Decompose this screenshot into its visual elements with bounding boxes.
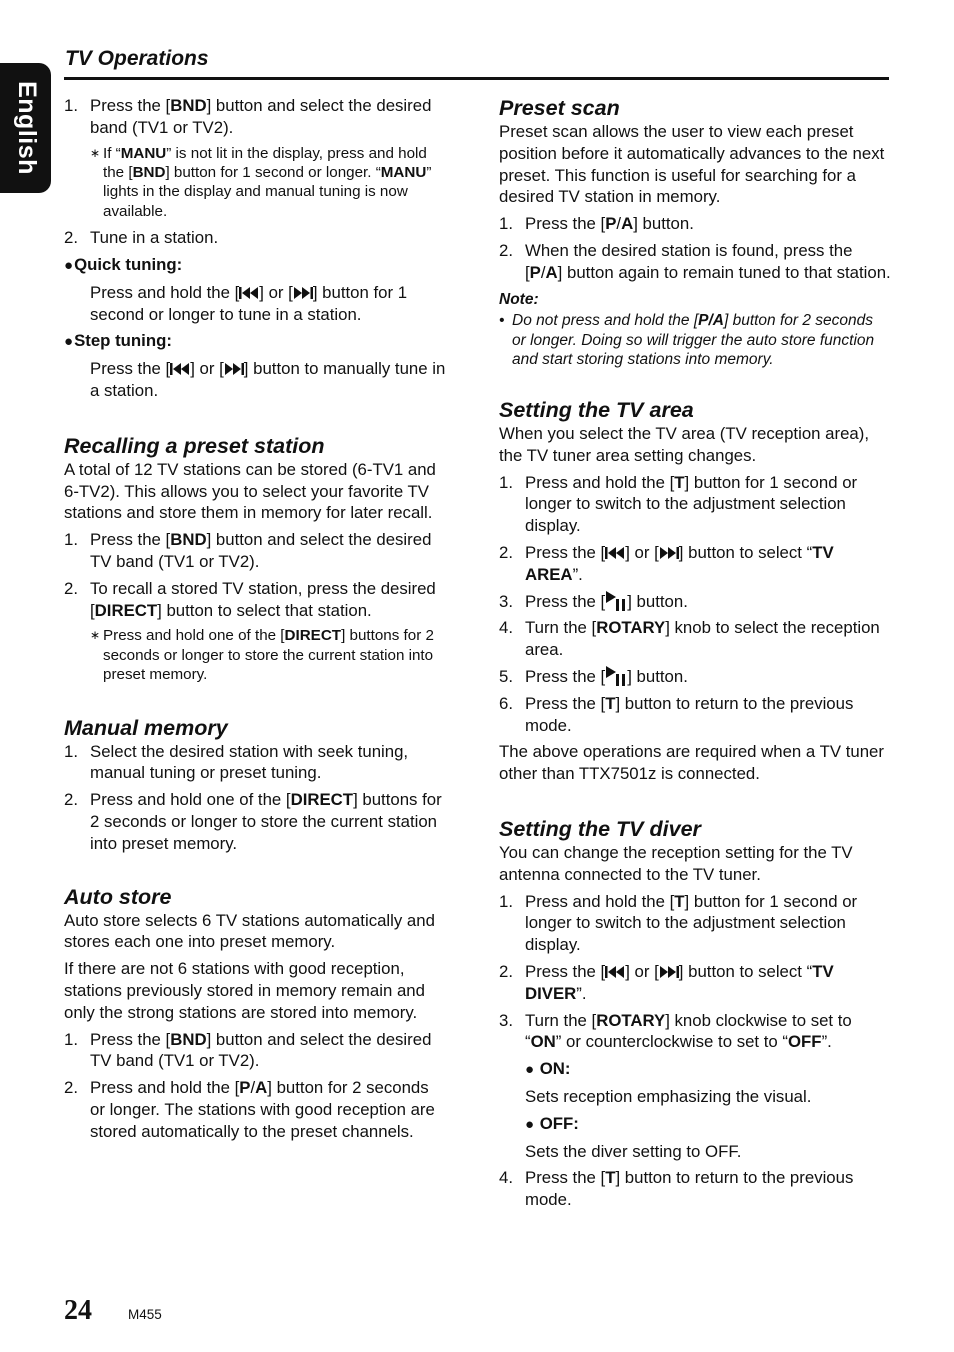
off-option-heading: ● OFF: — [525, 1113, 579, 1133]
step-tuning-heading: ●Step tuning: — [64, 331, 172, 351]
tv-area-heading: Setting the TV area — [499, 397, 694, 422]
skip-forward-icon — [293, 286, 313, 300]
tv-area-footnote: The above operations are required when a TV tuner other than TTX7501z is connected. — [499, 742, 884, 784]
off-option-desc: Sets the diver setting to OFF. — [525, 1141, 742, 1161]
preset-scan-intro: Preset scan allows the user to view each preset position before it automatically advances to the next preset. This function is useful for searching for a desired TV station in memory. — [499, 122, 885, 207]
preset-note: • Do not press and hold the [P/A] button for 2 seconds or longer. Doing so will trigger the auto store function and start storing stations into memory. — [499, 312, 875, 368]
recall-note: ∗ Press and hold one of the [DIRECT] buttons for 2 seconds or longer to store the current station into preset memory. — [90, 627, 434, 684]
recall-intro: A total of 12 TV stations can be stored (6-TV1 and 6-TV2). This allows you to select your favorite TV stations and store them in memory for later recall. — [64, 459, 436, 523]
step-tuning-text: Press the [ ] or [ ] button to manually tune in a station. — [90, 359, 446, 400]
skip-back-icon — [605, 546, 625, 560]
intro-step-1: 1. Press the [BND] button and select the desired band (TV1 or TV2). — [64, 96, 432, 137]
skip-forward-icon — [659, 965, 679, 979]
on-option-desc: Sets reception emphasizing the visual. — [525, 1086, 812, 1106]
right-column — [499, 95, 891, 1216]
area-step-3: 3. Press the [ ] button. — [499, 591, 688, 611]
intro-step-2: 2. Tune in a station. — [64, 228, 219, 248]
preset-scan-heading: Preset scan — [499, 96, 620, 120]
play-pause-icon — [605, 666, 627, 686]
preset-step-2: 2. When the desired station is found, press the [P/A] button again to remain tuned to that station. — [499, 240, 891, 282]
quick-tuning-text: Press and hold the [ ] or [ ] button for 1 second or longer to tune in a station. — [90, 282, 408, 324]
auto-step-2: 2. Press and hold the [P/A] button for 2 seconds or longer. The stations with good reception are stored automatically to the preset channels. — [64, 1078, 435, 1141]
tv-area-intro: When you select the TV area (TV reception area), the TV tuner area setting changes. — [499, 423, 869, 465]
recall-step-2: 2. To recall a stored TV station, press the desired [DIRECT] button to select that station. — [64, 578, 436, 620]
language-tab — [0, 63, 51, 193]
manual-memory-heading: Manual memory — [64, 715, 228, 740]
area-step-1: 1. Press and hold the [T] button for 1 second or longer to switch to the adjustment selection display. — [499, 472, 858, 536]
skip-forward-icon — [659, 546, 679, 560]
model-code: M455 — [128, 1307, 162, 1322]
skip-back-icon — [239, 286, 259, 300]
diver-step-3: 3. Turn the [ROTARY] knob clockwise to set to “ON” or counterclockwise to set to “OFF”. — [499, 1010, 852, 1052]
area-step-4: 4. Turn the [ROTARY] knob to select the reception area. — [499, 618, 880, 660]
section-title: TV Operations — [65, 47, 209, 70]
diver-step-4: 4. Press the [T] button to return to the previous mode. — [499, 1168, 854, 1210]
page-number: 24 — [64, 1295, 92, 1326]
area-step-5: 5. Press the [ ] button. — [499, 666, 688, 686]
auto-store-info: If there are not 6 stations with good reception, stations previously stored in memory remain and only the strong stations are stored into memory. — [64, 959, 425, 1022]
play-pause-icon — [605, 591, 627, 611]
intro-manu-note: ∗ If “MANU” is not lit in the display, press and hold the [BND] button for 1 second or longer. “MANU” lights in the display and manual tuning is now available. — [90, 144, 432, 220]
skip-back-icon — [170, 362, 190, 376]
skip-back-icon — [605, 965, 625, 979]
note-label: Note: — [499, 290, 539, 308]
preset-step-1: 1. Press the [P/A] button. — [499, 214, 694, 234]
auto-store-intro: Auto store selects 6 TV stations automatically and stores each one into preset memory. — [64, 910, 435, 952]
area-step-2: 2. Press the [ ] or [ ] button to select “TV AREA”. — [499, 542, 834, 584]
auto-step-1: 1. Press the [BND] button and select the desired TV band (TV1 or TV2). — [64, 1029, 432, 1071]
quick-tuning-heading: ●Quick tuning: — [64, 255, 183, 275]
title-rule — [64, 77, 889, 80]
recall-step-1: 1. Press the [BND] button and select the desired TV band (TV1 or TV2). — [64, 530, 432, 571]
manual-step-1: 1. Select the desired station with seek tuning, manual tuning or preset tuning. — [64, 741, 409, 783]
tv-diver-heading: Setting the TV diver — [499, 816, 701, 841]
tv-diver-intro: You can change the reception setting for the TV antenna connected to the TV tuner. — [499, 842, 853, 884]
language-tab-label: English — [12, 81, 41, 175]
on-option-heading: ● ON: — [525, 1059, 571, 1079]
recall-heading: Recalling a preset station — [64, 433, 325, 458]
area-step-6: 6. Press the [T] button to return to the previous mode. — [499, 693, 854, 735]
diver-step-2: 2. Press the [ ] or [ ] button to select “TV DIVER”. — [499, 961, 834, 1003]
skip-forward-icon — [224, 362, 244, 376]
manual-step-2: 2. Press and hold one of the [DIRECT] buttons for 2 seconds or longer to store the current station into preset memory. — [64, 790, 442, 853]
diver-step-1: 1. Press and hold the [T] button for 1 second or longer to switch to the adjustment selection display. — [499, 891, 858, 955]
auto-store-heading: Auto store — [64, 884, 172, 909]
left-column — [64, 95, 448, 1148]
